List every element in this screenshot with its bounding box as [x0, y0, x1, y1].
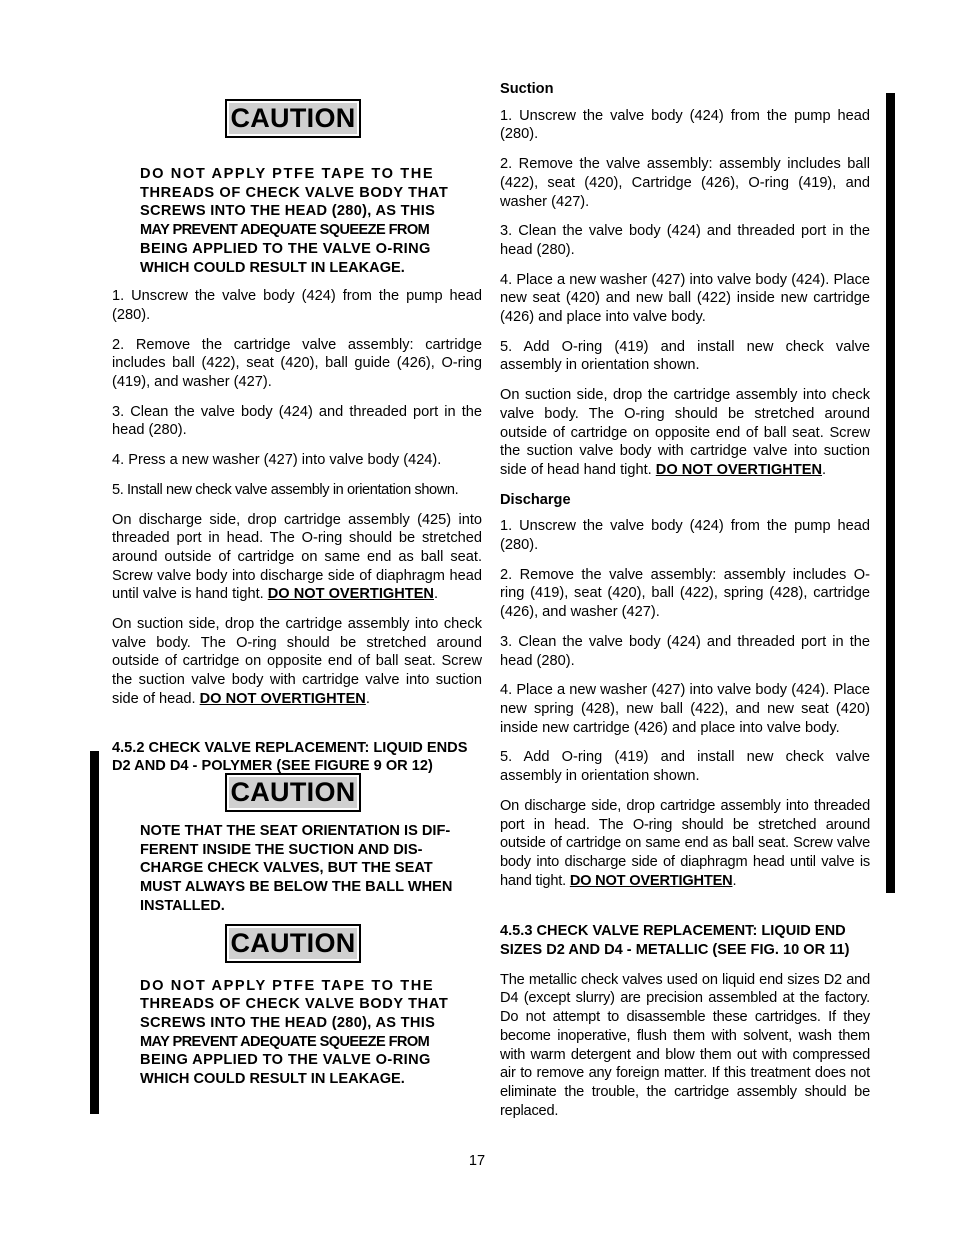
left-step-3: 3. Clean the valve body (424) and threaded port in the head (280). [112, 403, 482, 439]
left-suction-text: On suction side, drop the cartridge assembly into check valve body. The O-ring should be stretched around outside of cartridge on opposite end of ball seat. Screw the suction valve body with cartridge valve into suction side of head. [112, 616, 482, 707]
left-step-1: 1. Unscrew the valve body (424) from the pump head (280). [112, 288, 482, 323]
caution-line: THREADS OF CHECK VALVE BODY THAT [140, 996, 449, 1013]
discharge-step-5: 5. Add O-ring (419) and install new check valve assembly in orientation shown. [500, 749, 870, 785]
caution-line: WHICH COULD RESULT IN LEAKAGE. [140, 1071, 405, 1088]
caution-note-3 [140, 977, 454, 1089]
section-453-heading: 4.5.3 CHECK VALVE REPLACEMENT: LIQUID END SIZES D2 AND D4 - METALLIC (SEE FIG. 10 OR 11) [500, 923, 850, 959]
left-discharge-overtighten: DO NOT OVERTIGHTEN [267, 586, 434, 603]
page-number: 17 [468, 1153, 486, 1169]
suction-step-5: 5. Add O-ring (419) and install new check valve assembly in orientation shown. [500, 338, 870, 374]
caution-box-3: CAUTION [225, 924, 361, 963]
left-suction-overtighten: DO NOT OVERTIGHTEN [199, 690, 366, 707]
left-suction-para [112, 615, 482, 709]
metallic-para: The metallic check valves used on liquid end sizes D2 and D4 (except slurry) are precision assembled at the factory. Do not attempt to disassemble these cartridges. If they become inoperative, flush them with solvent, wash them with warm detergent and blow them out with compressed air to remove any foreign matter. If this treatment does not eliminate the trouble, the cartridge assembly should be replaced. [500, 971, 870, 1119]
caution-line: MAY PREVENT ADEQUATE SQUEEZE FROM [140, 222, 430, 239]
discharge-heading: Discharge [500, 491, 571, 508]
right-discharge-text: On discharge side, drop cartridge assembly into threaded port in head. The O-ring should be stretched around outside of cartridge on same end as ball seat. Screw valve body into discharge side of diaphragm head until valve is hand tight. [500, 797, 870, 889]
left-step-4: 4. Press a new washer (427) into valve body (424). [112, 452, 442, 469]
suction-step-4: 4. Place a new washer (427) into valve body (424). Place new seat (420) and new ball (422) inside new cartridge (426) and place into valve body. [500, 271, 870, 326]
caution-line: SCREWS INTO THE HEAD (280), AS THIS [140, 1014, 436, 1031]
caution-box-2: CAUTION [225, 773, 361, 812]
period: . [365, 690, 370, 707]
discharge-step-3: 3. Clean the valve body (424) and threaded port in the head (280). [500, 633, 870, 669]
left-discharge-para [112, 511, 482, 605]
period: . [822, 461, 827, 478]
right-suction-para [500, 386, 870, 480]
caution-line: NOTE THAT THE SEAT ORIENTATION IS DIF- [140, 822, 451, 839]
caution-line: BEING APPLIED TO THE VALVE O-RING [140, 240, 431, 257]
caution-box-wrap-2 [225, 773, 482, 812]
caution-line: CHARGE CHECK VALVES, BUT THE SEAT [140, 860, 433, 877]
right-discharge-para [500, 797, 870, 891]
suction-step-3: 3. Clean the valve body (424) and threaded port in the head (280). [500, 223, 870, 258]
caution-note-1 [140, 165, 454, 277]
suction-heading: Suction [500, 81, 554, 97]
caution-note-2 [140, 822, 454, 916]
change-bar-left [90, 751, 99, 1114]
period: . [433, 586, 439, 603]
discharge-step-1: 1. Unscrew the valve body (424) from the pump head (280). [500, 518, 870, 554]
left-step-2: 2. Remove the cartridge valve assembly: cartridge includes ball (422), seat (420), ball guide (426), O-ring (419), and washer (427). [112, 336, 482, 391]
suction-step-2: 2. Remove the valve assembly: assembly includes ball (422), seat (420), Cartridge (426), O-ring (419), and washer (427). [500, 156, 870, 210]
caution-line: THREADS OF CHECK VALVE BODY THAT [140, 184, 449, 201]
caution-line: DO NOT APPLY PTFE TAPE TO THE [140, 977, 435, 994]
section-452-heading: 4.5.2 CHECK VALVE REPLACEMENT: LIQUID ENDS D2 AND D4 - POLYMER (SEE FIGURE 9 OR 12) [112, 739, 468, 775]
discharge-step-4: 4. Place a new washer (427) into valve body (424). Place new spring (428), new ball (422), and new seat (420) inside new cartridge (426) and place into valve body. [500, 682, 870, 736]
left-step-5: 5. Install new check valve assembly in orientation shown. [112, 481, 459, 498]
caution-line: BEING APPLIED TO THE VALVE O-RING [140, 1052, 431, 1069]
caution-line: SCREWS INTO THE HEAD (280), AS THIS [140, 203, 436, 220]
right-discharge-overtighten: DO NOT OVERTIGHTEN [569, 872, 733, 889]
caution-line: MAY PREVENT ADEQUATE SQUEEZE FROM [140, 1033, 430, 1050]
caution-line: WHICH COULD RESULT IN LEAKAGE. [140, 259, 405, 276]
caution-line: MUST ALWAYS BE BELOW THE BALL WHEN [140, 879, 453, 896]
right-column [500, 80, 870, 1131]
right-suction-overtighten: DO NOT OVERTIGHTEN [655, 461, 823, 478]
left-discharge-text: On discharge side, drop cartridge assembly (425) into threaded port in head. The O-ring should be stretched around outside of cartridge on same end as ball seat. Screw valve body into discharge side of diaphragm head until valve is hand tight. [112, 511, 482, 603]
right-suction-text: On suction side, drop the cartridge assembly into check valve body. The O-ring should be stretched around outside of cartridge on opposite end of ball seat. Screw the suction valve body with cartridge valve into suction side of head hand tight. [500, 387, 870, 478]
discharge-step-2: 2. Remove the valve assembly: assembly includes O-ring (419), seat (420), ball (422), spring (428), cartridge (426), and washer (427). [500, 566, 870, 621]
caution-line: INSTALLED. [140, 897, 225, 914]
caution-box-wrap-3 [225, 924, 482, 963]
change-bar-right [886, 93, 895, 893]
caution-box-1: CAUTION [225, 99, 361, 138]
period: . [732, 872, 737, 889]
caution-box-wrap-1 [225, 99, 482, 138]
caution-line: DO NOT APPLY PTFE TAPE TO THE [140, 166, 435, 182]
left-column [112, 99, 482, 1089]
caution-line: FERENT INSIDE THE SUCTION AND DIS- [140, 841, 423, 858]
suction-step-1: 1. Unscrew the valve body (424) from the pump head (280). [500, 107, 870, 143]
